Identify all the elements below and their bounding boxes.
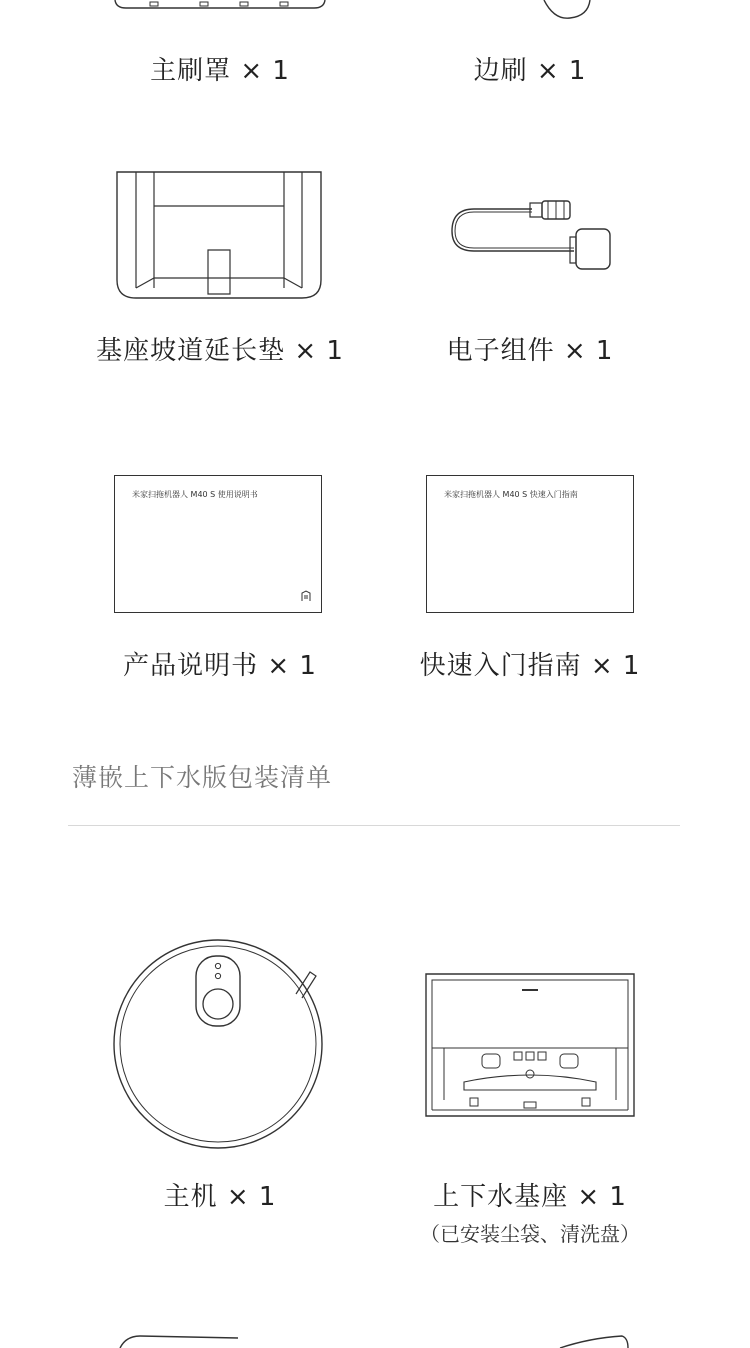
side-brush-label: 边刷 × 1	[473, 56, 587, 86]
quick-guide-document	[426, 475, 634, 613]
main-brush-cover-label: 主刷罩 × 1	[150, 56, 290, 86]
manual-label: 产品说明书 × 1	[123, 651, 317, 681]
mi-home-logo-icon	[301, 590, 311, 602]
side-brush-icon	[540, 0, 600, 22]
power-cord-icon	[444, 195, 614, 275]
power-cord-label: 电子组件 × 1	[446, 336, 614, 366]
ramp-mat-label: 基座坡道延长垫 × 1	[96, 336, 344, 366]
robot-vacuum-icon	[110, 938, 330, 1150]
guide-doc-title: 米家扫拖机器人 M40 S 快速入门指南	[444, 490, 578, 499]
next-item-right-icon	[560, 1334, 630, 1348]
robot-label: 主机 × 1	[163, 1182, 277, 1212]
dock-label: 上下水基座 × 1	[433, 1182, 627, 1212]
manual-document	[114, 475, 322, 613]
manual-doc-title: 米家扫拖机器人 M40 S 使用说明书	[132, 490, 258, 499]
quick-guide-label: 快速入门指南 × 1	[419, 651, 641, 681]
next-item-left-icon	[120, 1334, 240, 1348]
section-title: 薄嵌上下水版包装清单	[72, 763, 333, 792]
section-divider	[68, 825, 680, 826]
ramp-mat-icon	[114, 170, 324, 300]
dock-station-icon	[424, 972, 636, 1118]
dock-note: （已安装尘袋、清洗盘）	[420, 1222, 640, 1246]
brush-cover-icon	[110, 0, 330, 14]
